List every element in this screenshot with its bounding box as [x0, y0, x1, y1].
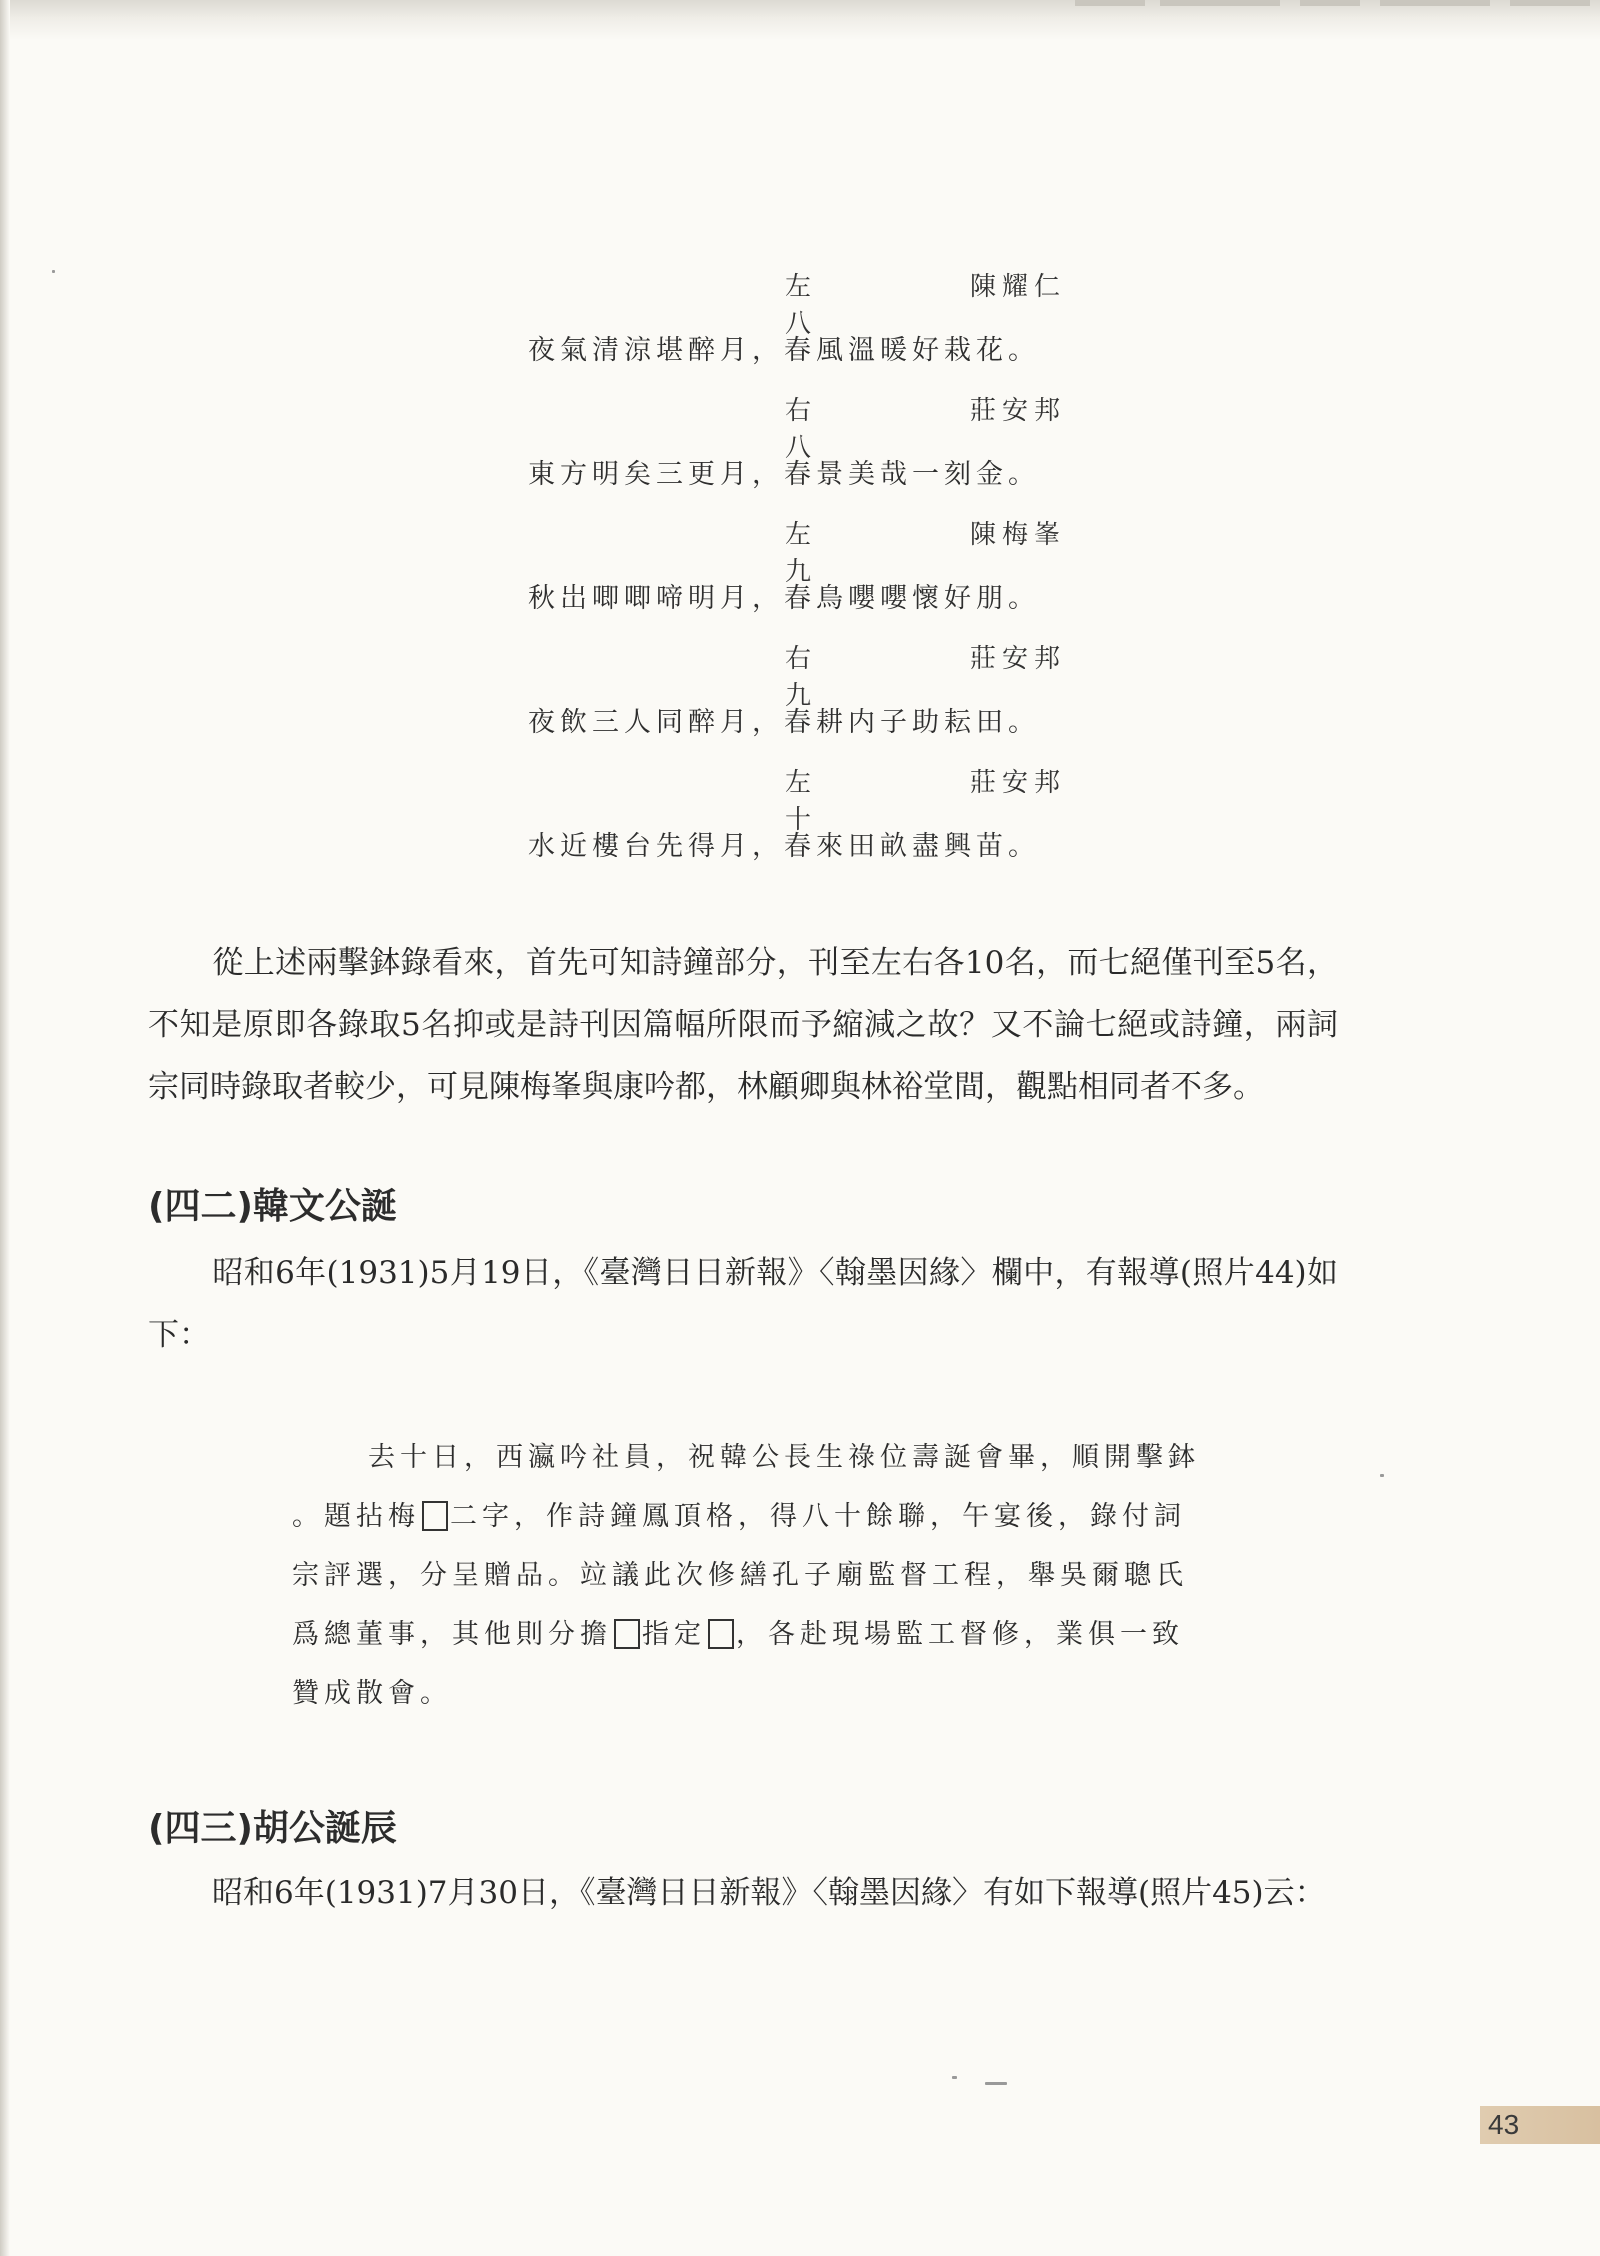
- quote-text: 指定: [642, 1619, 706, 1650]
- scan-speck: [1380, 1474, 1384, 1477]
- analysis-text: 從上述兩擊鉢錄看來，首先可知詩鐘部分，刊至左右各10名，而七絕僅刊至5名，不知是原即各錄取5名抑或是詩刊因篇幅所限而予縮減之故？又不論七絕或詩鐘，兩詞宗同時錄取者較少，可見陳梅峯與康吟都，林顧卿與林裕堂間，觀點相同者不多。: [148, 945, 1338, 1105]
- couplet-author: 陳梅峯: [970, 520, 1067, 550]
- couplet-line: 水近樓台先得月，春來田畝盡興苗。: [528, 831, 1040, 862]
- quote-line: [292, 1487, 1342, 1546]
- couplet-author: 莊安邦: [970, 644, 1067, 674]
- quote-line: 贊成散會。: [292, 1678, 452, 1709]
- bleed-mark: [1300, 0, 1360, 6]
- couplet-author: 莊安邦: [970, 768, 1067, 798]
- quote-text: ，各赴現場監工督修，業俱一致: [736, 1619, 1184, 1650]
- page-number: 43: [1488, 2109, 1520, 2140]
- section-heading-han-wengong: (四二)韓文公誕: [148, 1186, 397, 1227]
- couplet-line: 秋岀唧唧啼明月，春鳥嚶嚶懷好朋。: [528, 583, 1040, 614]
- section-heading-hu-gong: (四三)胡公誕辰: [148, 1808, 397, 1849]
- section-intro-paragraph: [148, 1242, 1338, 1366]
- quote-text: 爲總董事，其他則分擔: [292, 1619, 612, 1650]
- couplet-author: 莊安邦: [970, 396, 1067, 426]
- scan-speck: [952, 2076, 957, 2079]
- couplet-line: 東方明矣三更月，春景美哉一刻金。: [528, 459, 1040, 490]
- couplet-rank: 左十: [785, 768, 818, 835]
- quote-line: [292, 1428, 1342, 1487]
- newspaper-quote: [292, 1428, 1342, 1723]
- missing-character-box: [614, 1619, 640, 1649]
- couplet-rank: 左九: [785, 520, 818, 587]
- bleed-mark: [1510, 0, 1590, 6]
- page-gutter-edge: [0, 0, 10, 2256]
- couplet-author: 陳耀仁: [970, 272, 1067, 302]
- missing-character-box: [708, 1619, 734, 1649]
- analysis-paragraph: [148, 932, 1338, 1118]
- missing-character-box: [422, 1501, 448, 1531]
- quote-line: [292, 1605, 1342, 1664]
- page-top-shadow: [0, 0, 1600, 40]
- bleed-mark: [1075, 0, 1145, 6]
- couplet-rank: 右八: [785, 396, 818, 463]
- bleed-mark: [1380, 0, 1490, 6]
- section-intro-text: 昭和6年(1931)5月19日，《臺灣日日新報》〈翰墨因緣〉欄中，有報導(照片44)如下：: [148, 1255, 1338, 1353]
- bleed-mark: [1160, 0, 1280, 6]
- couplet-line: 夜氣清涼堪醉月，春風溫暖好栽花。: [528, 335, 1040, 366]
- scan-speck: [985, 2082, 1007, 2085]
- section-intro-text: 昭和6年(1931)7月30日，《臺灣日日新報》〈翰墨因緣〉有如下報導(照片45)云：: [212, 1875, 1326, 1911]
- couplet-rank: 左八: [785, 272, 818, 339]
- scan-speck: [52, 270, 55, 273]
- section-intro-paragraph: [148, 1862, 1338, 1924]
- couplet-rank: 右九: [785, 644, 818, 711]
- quote-text: 。題拈梅: [292, 1501, 420, 1532]
- quote-line: 宗評選，分呈贈品。竝議此次修繕孔子廟監督工程，舉吳爾聰氏: [292, 1560, 1188, 1591]
- quote-text: 二字，作詩鐘鳳頂格，得八十餘聯，午宴後，錄付詞: [450, 1501, 1186, 1532]
- quote-text: 去十日，西瀛吟社員，祝韓公長生祿位壽誕會畢，順開擊鉢: [368, 1442, 1200, 1473]
- couplet-line: 夜飲三人同醉月，春耕内子助耘田。: [528, 707, 1040, 738]
